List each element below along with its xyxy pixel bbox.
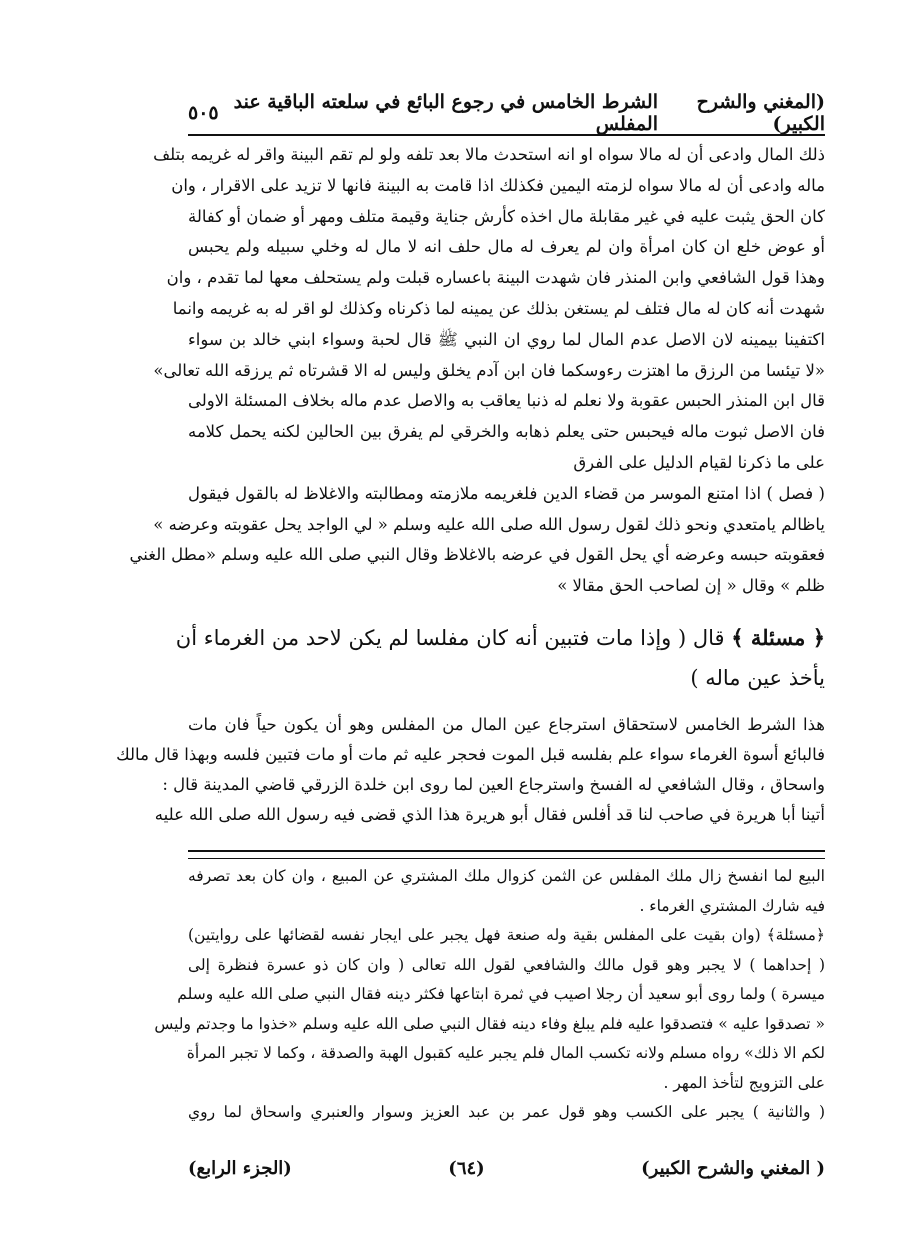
text-line: على ما ذكرنا لقيام الدليل على الفرق bbox=[573, 452, 825, 472]
page-number: ٥٠٥ bbox=[188, 102, 219, 124]
text-line: ياظالم يامتعدي ونحو ذلك لقول رسول الله صلى الله عليه وسلم « لي الواجد يحل عقوبته وعرضه » bbox=[153, 514, 825, 534]
text-line: ماله وادعى أن له مالا سواه لزمته اليمين فكذلك اذا قامت به البينة فانها لا تزيد على الاقرار ، وان bbox=[171, 175, 825, 195]
masala-line: يأخذ عين ماله ) bbox=[690, 666, 825, 690]
text-line: كان الحق يثبت عليه في غير مقابلة مال اخذه كأرش جناية وقيمة متلف ومهر أو ضمان أو كفالة bbox=[188, 206, 825, 226]
footer-book-title: ( المغني والشرح الكبير) bbox=[641, 1157, 825, 1179]
sheet-number: (٦٤) bbox=[448, 1157, 485, 1179]
text-line: فيه شارك المشتري الغرماء . bbox=[639, 896, 825, 915]
lower-text-block bbox=[154, 862, 825, 1128]
text-line: ( والثانية ) يجبر على الكسب وهو قول عمر بن عبد العزيز وسوار والعنبري واسحاق لما روي bbox=[188, 1103, 825, 1121]
text-line: البيع لما انفسخ زال ملك المفلس عن الثمن كزوال ملك المشتري عن المبيع ، وان كان بعد تصرفه bbox=[188, 867, 825, 885]
text-line: ميسرة ) ولما روى أبو سعيد أن رجلا اصيب في ثمرة ابتاعها فكثر دينه فقال النبي صلى الله عليه وسلم bbox=[177, 985, 825, 1003]
text-line: أو عوض خلع ان كان امرأة وان لم يعرف له مال حلف انه لا مال له وخلي سبيله ولم يحبس bbox=[188, 237, 825, 257]
text-line: ﴿مسئلة﴾ (وان بقيت على المفلس بقية وله صنعة فهل يجبر على ايجار نفسه لقضائها على روايتين) bbox=[188, 926, 825, 944]
text-line: واسحاق ، وقال الشافعي له الفسخ واسترجاع العين لما روى ابن خلدة الزرقي قاضي المدينة قال : bbox=[162, 775, 825, 794]
masala-ornament: ﴿ مسئلة ﴾ bbox=[731, 625, 825, 650]
text-line: اكتفينا بيمينه لان الاصل عدم المال لما روي ان النبي ﷺ قال لحبة وسواء ابني خالد بن سواء bbox=[188, 329, 825, 349]
text-line: ذلك المال وادعى أن له مالا سواه او انه استحدث مالا بعد تلفه ولو لم تقم البينة واقر له غريمه بتلف bbox=[153, 145, 825, 164]
text-line: شهدت أنه كان له مال فتلف لم يستغن بذلك عن يمينه لما ذكرناه وكذلك لو اقر له به غريمه وانما bbox=[172, 298, 825, 318]
text-line: قال ابن المنذر الحبس عقوبة ولا نعلم له ذنبا يعاقب به والاصل عدم ماله بخلاف المسئلة الاولى bbox=[188, 391, 825, 411]
text-line: ظلم » وقال « إن لصاحب الحق مقالا » bbox=[557, 576, 825, 596]
header-section-title: الشرط الخامس في رجوع البائع في سلعته الباقية عند المفلس bbox=[233, 91, 658, 135]
text-line: ( إحداهما ) لا يجبر وهو قول مالك والشافعي لقول الله تعالى ( وان كان ذو عسرة فنظرة إلى bbox=[188, 955, 825, 974]
upper-text-block bbox=[129, 140, 825, 602]
header-rule bbox=[188, 134, 825, 136]
masala-line: قال ( وإذا مات فتبين أنه كان مفلسا لم يكن لاحد من الغرماء أن bbox=[175, 626, 725, 650]
text-line: أتينا أبا هريرة في صاحب لنا قد أفلس فقال أبو هريرة هذا الذي قضى فيه رسول الله صلى الله عليه bbox=[154, 805, 825, 824]
text-line: « تصدقوا عليه » فتصدقوا عليه فلم يبلغ وفاء دينه فقال النبي صلى الله عليه وسلم «خذوا ما وجدتم وليس bbox=[154, 1014, 825, 1033]
text-line: وهذا قول الشافعي وابن المنذر فان شهدت البينة باعساره قبلت ولم يستحلف معها لما تقدم ، وان bbox=[166, 268, 825, 288]
volume-label: (الجزء الرابع) bbox=[188, 1157, 292, 1179]
text-line: فالبائع أسوة الغرماء سواء علم بفلسه قبل الموت فحجر عليه ثم مات أو مات فتبين فلسه وبهذا قال مالك bbox=[116, 745, 825, 764]
header-book-title: (المغني والشرح الكبير) bbox=[696, 91, 825, 135]
text-line: هذا الشرط الخامس لاستحقاق استرجاع عين المال من المفلس وهو أن يكون حياً فان مات bbox=[188, 715, 825, 734]
text-line: لكم الا ذلك» رواه مسلم ولانه تكسب المال فلم يجبر عليه كقبول الهبة والصدقة ، وكما لا تجبر المرأة bbox=[186, 1044, 825, 1062]
text-line: فعقوبته حبسه وعرضه أي يحل القول في عرضه بالاغلاظ وقال النبي صلى الله عليه وسلم «مطل الغني bbox=[129, 545, 825, 565]
page-footer bbox=[188, 1152, 825, 1184]
text-line: على التزويج لتأخذ المهر . bbox=[663, 1073, 825, 1092]
text-line: ( فصل ) اذا امتنع الموسر من قضاء الدين فلغريمه ملازمته ومطالبته والاغلاظ له بالقول فيقول bbox=[188, 483, 825, 503]
page-header bbox=[188, 91, 825, 135]
section-divider bbox=[188, 850, 825, 859]
masala-heading bbox=[175, 618, 825, 698]
text-line: فان الاصل ثبوت ماله فيحبس حتى يعلم ذهابه والخرقي لم يفرق بين الحالين لكنه يحمل كلامه bbox=[188, 422, 825, 442]
text-line: «لا تيئسا من الرزق ما اهتزت رءوسكما فان ابن آدم يخلق وليس له الا قشرتاه ثم يرزقه الله تعالى» bbox=[153, 360, 825, 380]
upper-text-block-2 bbox=[116, 710, 825, 830]
